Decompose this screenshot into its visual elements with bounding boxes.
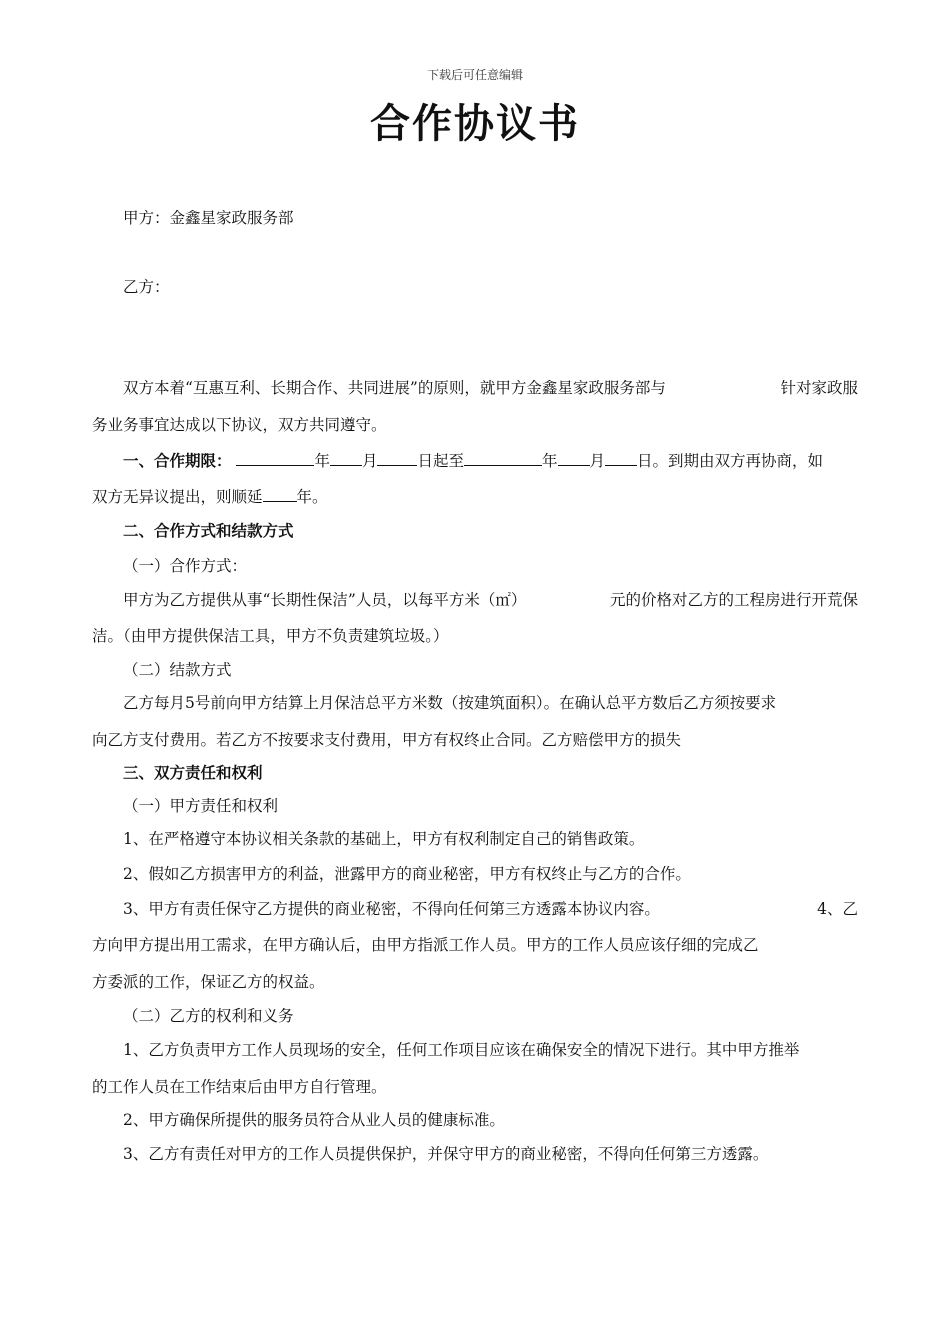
start-month-blank <box>330 450 362 466</box>
section-1-line-1 <box>123 450 858 471</box>
section-3-b2: 2、甲方确保所提供的服务员符合从业人员的健康标准。 <box>123 1111 505 1129</box>
section-3-sub-2: （二）乙方的权利和义务 <box>123 1007 294 1025</box>
section-3-a2: 2、假如乙方损害甲方的利益，泄露甲方的商业秘密，甲方有权终止与乙方的合作。 <box>123 865 691 883</box>
section-3-a4-line-3: 方委派的工作，保证乙方的权益。 <box>92 973 325 991</box>
intro-line-2: 务业务事宜达成以下协议，双方共同遵守。 <box>92 416 387 434</box>
document-title: 合作协议书 <box>370 100 580 147</box>
header-note: 下载后可任意编辑 <box>426 68 523 82</box>
section-2-p2-line-2: 向乙方支付费用。若乙方不按要求支付费用，甲方有权终止合同。乙方赔偿甲方的损失 <box>92 731 682 749</box>
section-3-a4-start: 4、乙 <box>817 900 858 918</box>
price-text-left: 甲方为乙方提供从事“长期性保洁”人员，以每平方米（㎡） <box>123 591 527 609</box>
section-1-line-2 <box>92 486 328 507</box>
section-3-a3-line <box>123 899 858 919</box>
section-3-a4-line-2: 方向甲方提出用工需求，在甲方确认后，由甲方指派工作人员。甲方的工作人员应该仔细的完成乙 <box>92 936 759 954</box>
section-2-heading: 二、合作方式和结款方式 <box>123 521 294 540</box>
section-2-p1-line-2: 洁。（由甲方提供保洁工具，甲方不负责建筑垃圾。） <box>92 627 449 645</box>
intro-line-1 <box>123 378 858 398</box>
section-3-b3: 3、乙方有责任对甲方的工作人员提供保护，并保守甲方的商业秘密，不得向任何第三方透露。 <box>123 1145 769 1163</box>
start-year-blank <box>236 450 314 466</box>
section-2-p1-line-1 <box>123 590 858 610</box>
section-1-heading: 一、合作期限： <box>123 451 232 470</box>
year-label: 年 <box>314 452 330 470</box>
section-3-b1-line-2: 的工作人员在工作结束后由甲方自行管理。 <box>92 1078 387 1096</box>
end-month-blank <box>558 450 590 466</box>
month-label: 月 <box>361 452 378 470</box>
party-a-line: 甲方：金鑫星家政服务部 <box>123 209 294 227</box>
renew-prefix: 双方无异议提出，则顺延 <box>92 488 263 506</box>
intro-right: 针对家政服 <box>780 379 858 397</box>
end-year-label: 年 <box>542 452 558 470</box>
party-b-line: 乙方： <box>123 278 170 296</box>
from-day-label: 日起至 <box>417 452 464 470</box>
section-3-b1-line-1: 1、乙方负责甲方工作人员现场的安全，任何工作项目应该在确保安全的情况下进行。其中甲方推举 <box>123 1041 800 1059</box>
end-day-label: 日。到期由双方再协商，如 <box>637 452 824 470</box>
section-3-a3: 3、甲方有责任保守乙方提供的商业秘密，不得向任何第三方透露本协议内容。 <box>123 900 660 918</box>
price-text-right: 元的价格对乙方的工程房进行开荒保 <box>609 591 858 609</box>
renew-suffix: 年。 <box>296 488 328 506</box>
section-3-a1: 1、在严格遵守本协议相关条款的基础上，甲方有权利制定自己的销售政策。 <box>123 830 645 848</box>
start-day-blank <box>377 450 417 466</box>
section-3-sub-1: （一）甲方责任和权利 <box>123 797 279 815</box>
section-2-p2-line-1: 乙方每月5号前向甲方结算上月保洁总平方米数（按建筑面积）。在确认总平方数后乙方须按要求 <box>123 694 777 712</box>
end-year-blank <box>464 450 542 466</box>
intro-left: 双方本着“互惠互利、长期合作、共同进展”的原则，就甲方金鑫星家政服务部与 <box>123 379 666 397</box>
end-month-label: 月 <box>589 452 606 470</box>
section-3-heading: 三、双方责任和权利 <box>123 763 263 782</box>
section-2-sub-2: （二）结款方式 <box>123 661 232 679</box>
section-2-sub-1: （一）合作方式： <box>123 557 248 575</box>
renew-years-blank <box>263 486 297 502</box>
end-day-blank <box>605 450 637 466</box>
